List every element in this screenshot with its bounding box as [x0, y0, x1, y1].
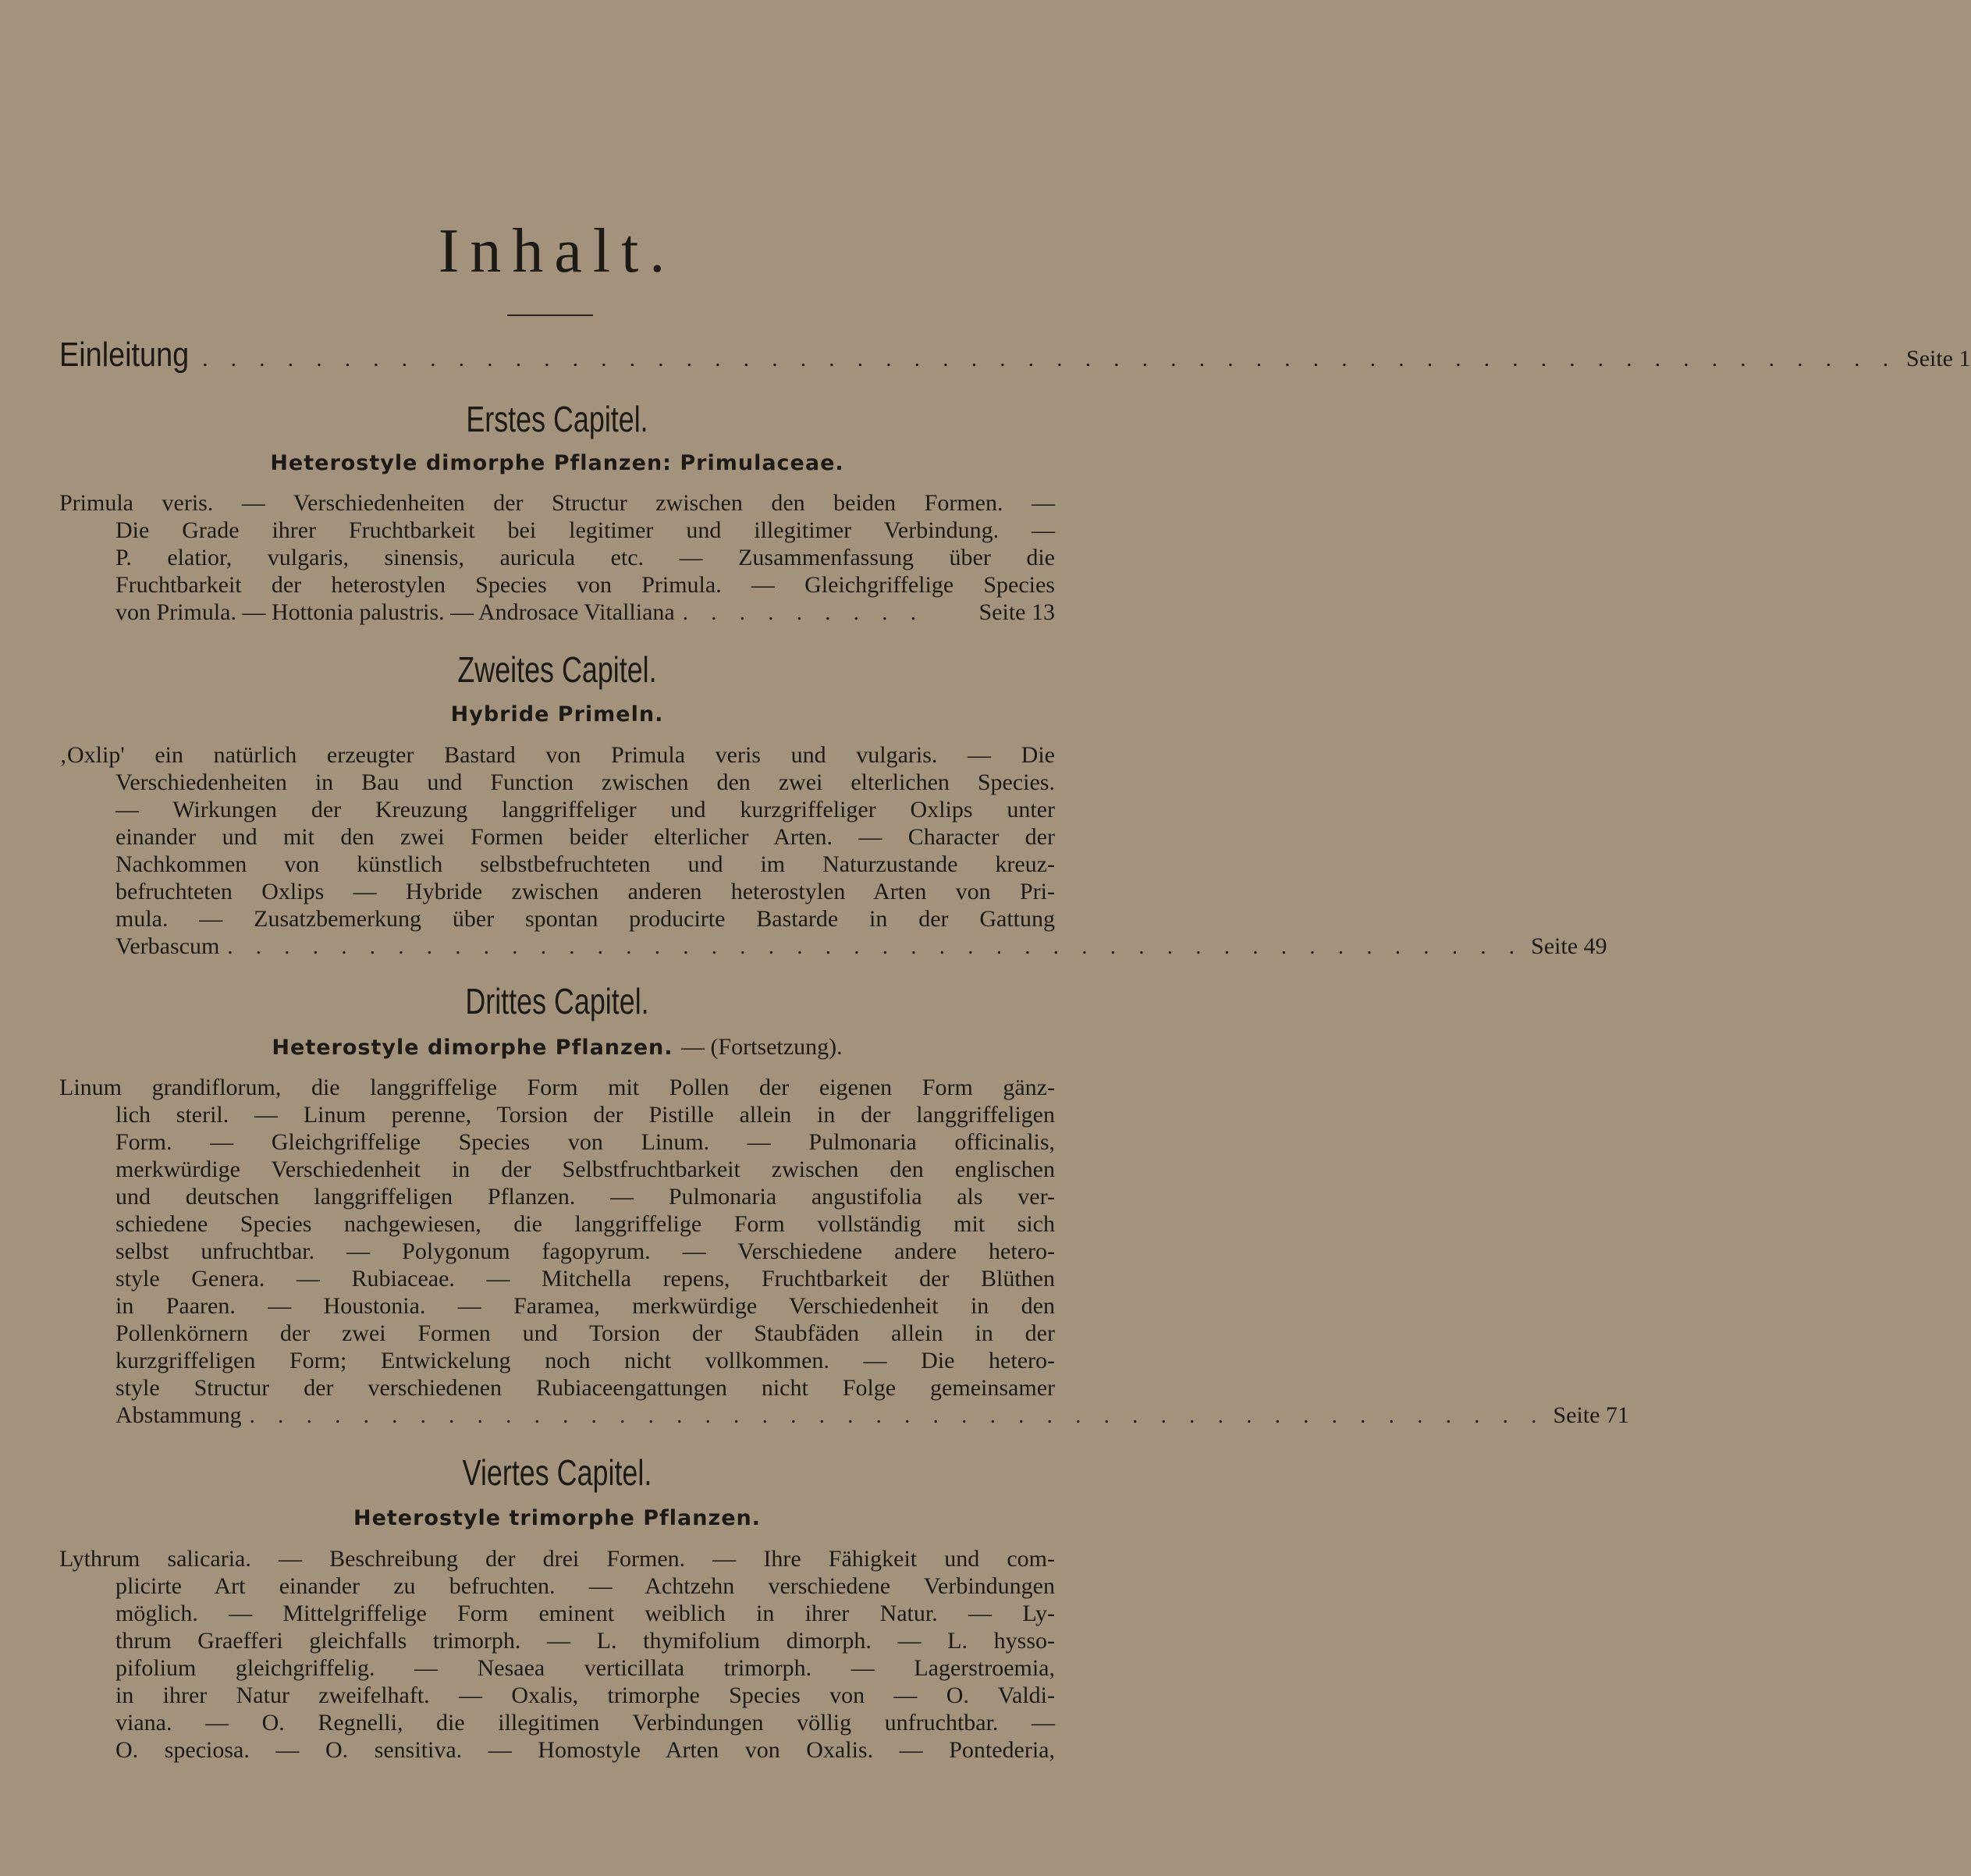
chapter-3-line-12: style Structur der verschiedenen Rubiaceengattungen nicht Folge gemeinsamer	[115, 1375, 1055, 1401]
leader-dots: . . . . . . . . . . . . . . . . . . . . . . . . . . . . . . . . . . . . . . . . . . . . . . . . . . . . . . . . . . . .	[202, 346, 1898, 371]
intro-page-ref: Seite 1	[1906, 346, 1971, 371]
chapter-2-line-2: Verschiedenheiten in Bau und Function zwischen den zwei elterlichen Species.	[115, 769, 1055, 795]
chapter-2-line-8	[59, 933, 1607, 960]
chapter-1-line-5-text: von Primula. — Hottonia palustris. — Androsace Vitalliana	[115, 599, 675, 625]
chapter-3-heading: Drittes Capitel.	[465, 981, 649, 1021]
leader-dots: . . . . . . . . .	[682, 600, 925, 625]
chapter-2-line-1: ‚Oxlip' ein natürlich erzeugter Bastard von Primula veris und vulgaris. — Die	[59, 742, 1055, 768]
chapter-2-line-3: — Wirkungen der Kreuzung langgriffeliger und kurzgriffeliger Oxlips unter	[115, 797, 1055, 823]
chapter-3-line-7: selbst unfruchtbar. — Polygonum fagopyrum. — Verschiedene andere hetero-	[115, 1238, 1055, 1264]
chapter-4-line-8: O. speciosa. — O. sensitiva. — Homostyle Arten von Oxalis. — Pontederia,	[115, 1737, 1055, 1763]
chapter-2-page-ref: Seite 49	[1531, 933, 1607, 959]
chapter-2-line-7: mula. — Zusatzbemerkung über spontan producirte Bastarde in der Gattung	[115, 906, 1055, 932]
chapter-4-line-1: Lythrum salicaria. — Beschreibung der drei Formen. — Ihre Fähigkeit und com-	[59, 1546, 1055, 1572]
chapter-3-line-8: style Genera. — Rubiaceae. — Mitchella repens, Fruchtbarkeit der Blüthen	[115, 1266, 1055, 1292]
chapter-4-line-7: viana. — O. Regnelli, die illegitimen Verbindungen völlig unfruchtbar. —	[115, 1710, 1055, 1736]
title-divider	[507, 314, 593, 316]
chapter-3-subtitle: Heterostyle dimorphe Pflanzen.	[272, 1036, 673, 1060]
chapter-3-line-10: Pollenkörnern der zwei Formen und Torsion der Staubfäden allein in der	[115, 1320, 1055, 1346]
intro-label: Einleitung	[59, 336, 190, 374]
chapter-1-line-5	[59, 599, 1055, 626]
chapter-3-subtitle-row	[59, 1036, 1055, 1059]
chapter-2-line-8-text: Verbascum	[115, 933, 220, 959]
chapter-3-line-6: schiedene Species nachgewiesen, die langgriffelige Form vollständig mit sich	[115, 1211, 1055, 1237]
chapter-3-line-1: Linum grandiflorum, die langgriffelige Form mit Pollen der eigenen Form gänz-	[59, 1075, 1055, 1100]
chapter-2-heading: Zweites Capitel.	[457, 649, 657, 690]
chapter-3-line-11: kurzgriffeligen Form; Entwickelung noch nicht vollkommen. — Die hetero-	[115, 1348, 1055, 1373]
chapter-4-line-4: thrum Graefferi gleichfalls trimorph. — L. thymifolium dimorph. — L. hysso-	[115, 1628, 1055, 1654]
chapter-1-summary	[59, 489, 1055, 626]
chapter-1-line-3: P. elatior, vulgaris, sinensis, auricula etc. — Zusammenfassung über die	[115, 545, 1055, 570]
chapter-3-line-13	[59, 1402, 1629, 1429]
chapter-3-line-9: in Paaren. — Houstonia. — Faramea, merkwürdige Verschiedenheit in den	[115, 1293, 1055, 1319]
page-title: Inhalt.	[438, 217, 677, 286]
chapter-1-line-4: Fruchtbarkeit der heterostylen Species von Primula. — Gleichgriffelige Species	[115, 572, 1055, 598]
chapter-2-line-5: Nachkommen von künstlich selbstbefruchteten und im Naturzustande kreuz-	[115, 851, 1055, 877]
chapter-3-summary	[59, 1074, 1629, 1429]
chapter-4-line-6: in ihrer Natur zweifelhaft. — Oxalis, trimorphe Species von — O. Valdi-	[115, 1682, 1055, 1708]
chapter-4-line-2: plicirte Art einander zu befruchten. — Achtzehn verschiedene Verbindungen	[115, 1573, 1055, 1599]
chapter-2-line-4: einander und mit den zwei Formen beider elterlicher Arten. — Character der	[115, 824, 1055, 850]
chapter-1-line-2: Die Grade ihrer Fruchtbarkeit bei legitimer und illegitimer Verbindung. —	[115, 517, 1055, 543]
chapter-2-subtitle: Hybride Primeln.	[450, 702, 664, 727]
intro-entry	[59, 336, 1971, 382]
chapter-3-line-2: lich steril. — Linum perenne, Torsion der Pistille allein in der langgriffeligen	[115, 1102, 1055, 1128]
chapter-1-line-1: Primula veris. — Verschiedenheiten der Structur zwischen den beiden Formen. —	[59, 490, 1055, 516]
chapter-2-summary	[59, 741, 1607, 960]
chapter-1-heading: Erstes Capitel.	[466, 399, 648, 439]
chapter-4-summary	[59, 1545, 1055, 1764]
chapter-1-page-ref: Seite 13	[978, 599, 1055, 625]
chapter-3-line-13-text: Abstammung	[115, 1402, 242, 1428]
chapter-4-line-5: pifolium gleichgriffelig. — Nesaea verticillata trimorph. — Lagerstroemia,	[115, 1655, 1055, 1681]
leader-dots: . . . . . . . . . . . . . . . . . . . . . . . . . . . . . . . . . . . . . . . . . . . . . .	[249, 1403, 1546, 1428]
chapter-4-subtitle: Heterostyle trimorphe Pflanzen.	[353, 1506, 761, 1530]
chapter-1-subtitle: Heterostyle dimorphe Pflanzen: Primulaceae.	[270, 451, 844, 475]
chapter-3-subtitle-tail: — (Fortsetzung).	[680, 1034, 843, 1060]
chapter-4-heading: Viertes Capitel.	[462, 1452, 652, 1493]
leader-dots: . . . . . . . . . . . . . . . . . . . . . . . . . . . . . . . . . . . . . . . . . . . . . .	[227, 934, 1524, 959]
chapter-3-line-5: und deutschen langgriffeligen Pflanzen. — Pulmonaria angustifolia als ver-	[115, 1184, 1055, 1210]
chapter-4-line-3: möglich. — Mittelgriffelige Form eminent weiblich in ihrer Natur. — Ly-	[115, 1601, 1055, 1626]
chapter-3-line-4: merkwürdige Verschiedenheit in der Selbstfruchtbarkeit zwischen den englischen	[115, 1157, 1055, 1182]
chapter-2-line-6: befruchteten Oxlips — Hybride zwischen anderen heterostylen Arten von Pri-	[115, 879, 1055, 904]
chapter-3-line-3: Form. — Gleichgriffelige Species von Linum. — Pulmonaria officinalis,	[115, 1129, 1055, 1155]
chapter-3-page-ref: Seite 71	[1553, 1402, 1629, 1428]
